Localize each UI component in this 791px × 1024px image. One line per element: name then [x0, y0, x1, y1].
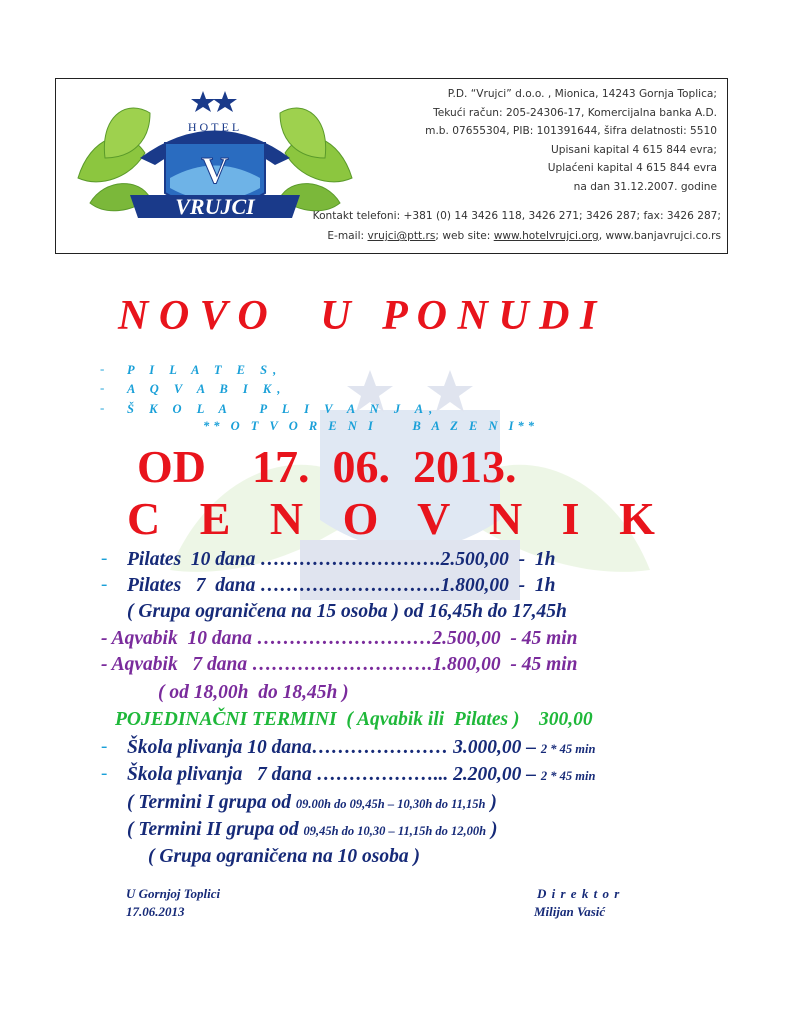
svg-text:V: V — [201, 150, 229, 192]
pricelist-title: C E N O V N I K — [127, 493, 669, 544]
school-10-main: Škola plivanja 10 dana………………… 3.000,00 – — [127, 737, 541, 758]
price-aqvabik-10: - Aqvabik 10 dana ………………………2.500,00 - 45 min — [101, 628, 578, 649]
service-item: A Q V A B I K, — [127, 382, 287, 396]
letterhead — [55, 78, 728, 254]
bullet-dash: - — [100, 400, 105, 415]
price-aqvabik-7: - Aqvabik 7 dana ……………………….1.800,00 - 45 min — [101, 654, 578, 675]
bullet-dash: - — [101, 548, 108, 569]
price-pilates-7: Pilates 7 dana ……………………….1.800,00 - 1h — [127, 575, 556, 596]
bullet-dash: - — [101, 574, 108, 595]
company-line: Upisani kapital 4 615 844 evra; — [550, 143, 717, 156]
school-10-duration: 2 * 45 min — [540, 742, 596, 756]
group-1-main: ( Termini I grupa od — [127, 792, 296, 813]
company-line: P.D. “Vrujci” d.o.o. , Mionica, 14243 Gornja Toplica; — [447, 88, 717, 100]
logo-hotel-text: HOTEL — [187, 120, 243, 134]
school-7-duration: 2 * 45 min — [540, 769, 596, 783]
footer-name: Milijan Vasić — [534, 904, 606, 919]
company-line: na dan 31.12.2007. godine — [573, 180, 717, 193]
group-2-times — [127, 819, 498, 841]
price-school-7 — [127, 764, 595, 786]
website-link-2: www.banjavrujci.co.rs — [605, 230, 721, 242]
website-link[interactable]: www.hotelvrujci.org — [493, 230, 599, 242]
company-line: m.b. 07655304, PIB: 101391644, šifra delatnosti: 5510 — [425, 125, 717, 138]
bullet-dash: - — [101, 763, 108, 784]
price-school-10 — [127, 737, 595, 759]
date-title: OD 17. 06. 2013. — [137, 441, 517, 492]
logo-brand-text: VRUJCI — [175, 194, 255, 219]
bullet-dash: - — [100, 361, 105, 376]
offer-title: N O V O U P O N U D I — [118, 293, 597, 339]
email-link[interactable]: vrujci@ptt.rs — [367, 230, 436, 242]
individual-sessions: POJEDINAČNI TERMINI ( Aqvabik ili Pilates ) 300,00 — [115, 709, 593, 730]
company-line: Tekući račun: 205-24306-17, Komercijalna banka A.D. — [433, 106, 717, 119]
contact-phones: Kontakt telefoni: +381 (0) 14 3426 118, 3426 271; 3426 287; fax: 3426 287; — [312, 210, 721, 222]
bullet-dash: - — [101, 736, 108, 757]
web-separator: , — [598, 230, 606, 242]
group-2-hours: 09,45h do 10,30 – 11,15h do 12,00h — [303, 824, 487, 838]
contact-info — [313, 206, 721, 246]
bullet-dash: - — [100, 380, 105, 395]
web-label: ; web site: — [435, 230, 494, 242]
service-item: Š K O L A P L I V A N J A, — [127, 402, 439, 416]
pilates-note: ( Grupa ograničena na 15 osoba ) od 16,45h do 17,45h — [127, 601, 567, 622]
footer-place: U Gornjoj Toplici — [126, 886, 221, 901]
aqvabik-note: ( od 18,00h do 18,45h ) — [158, 682, 349, 703]
contact-web — [313, 226, 721, 246]
group-1-times — [127, 792, 497, 814]
company-info — [425, 85, 717, 197]
group-2-main: ( Termini II grupa od — [127, 819, 304, 840]
group-2-end: ) — [486, 819, 498, 840]
footer-date: 17.06.2013 — [126, 904, 185, 919]
group-1-end: ) — [485, 792, 497, 813]
price-pilates-10: Pilates 10 dana ……………………….2.500,00 - 1h — [127, 549, 556, 570]
service-item: P I L A T E S, — [127, 363, 283, 377]
outdoor-pools: ** O T V O R E N I B A Z E N I** — [203, 419, 539, 433]
company-line: Uplaćeni kapital 4 615 844 evra — [547, 162, 717, 175]
group-1-hours: 09.00h do 09,45h – 10,30h do 11,15h — [295, 797, 486, 811]
email-label: E-mail: — [327, 230, 368, 242]
footer-role: D i r e k t o r — [537, 886, 621, 901]
school-note: ( Grupa ograničena na 10 osoba ) — [148, 846, 420, 867]
school-7-main: Škola plivanja 7 dana ………………... 2.200,00 – — [127, 764, 541, 785]
